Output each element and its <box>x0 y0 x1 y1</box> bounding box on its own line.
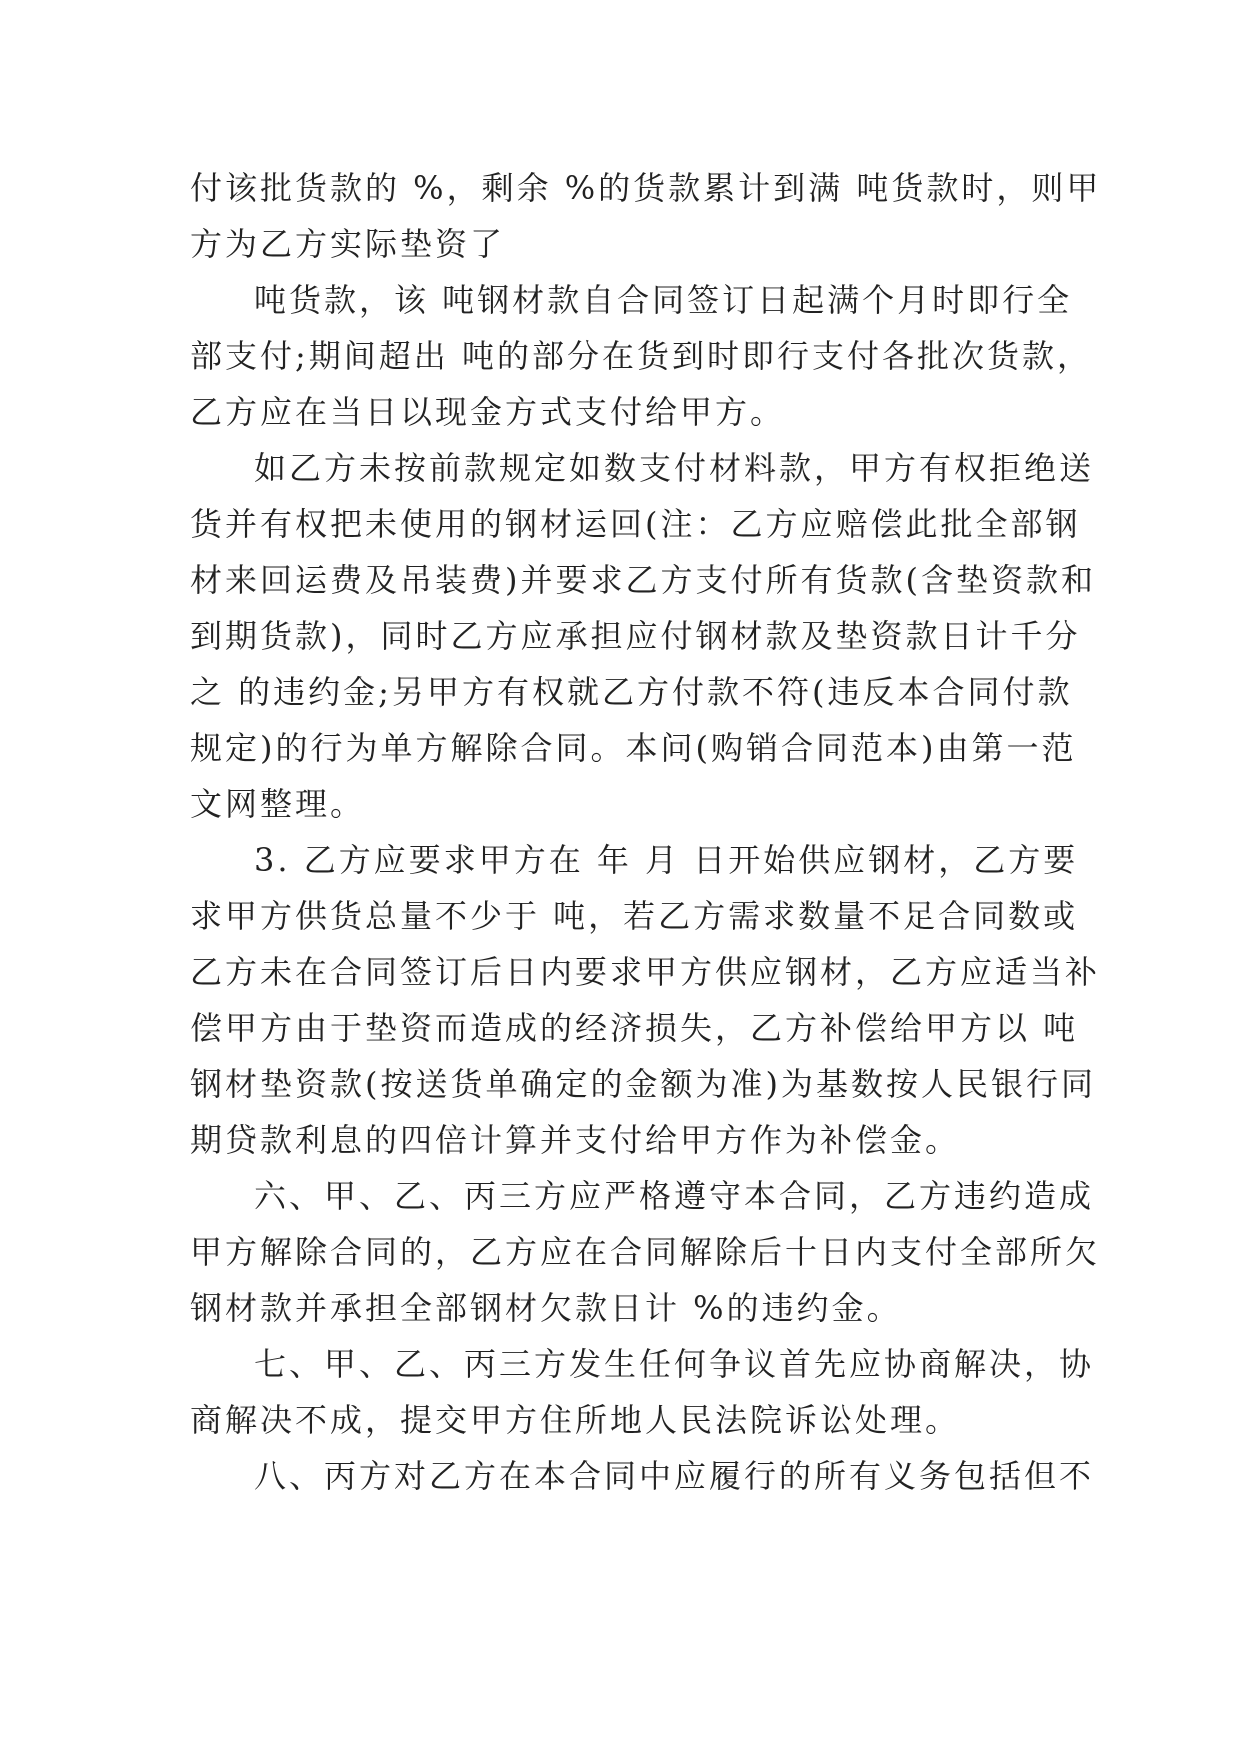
text-line: 六、甲、乙、丙三方应严格遵守本合同，乙方违约造成 <box>254 1177 1095 1215</box>
text-line: 材来回运费及吊装费)并要求乙方支付所有货款(含垫资款和 <box>190 561 1096 599</box>
text-line: 八、丙方对乙方在本合同中应履行的所有义务包括但不 <box>254 1457 1095 1495</box>
text-line: 七、甲、乙、丙三方发生任何争议首先应协商解决，协 <box>254 1345 1095 1383</box>
text-line: 货并有权把未使用的钢材运回(注：乙方应赔偿此批全部钢 <box>190 505 1081 543</box>
text-line: 3. 乙方应要求甲方在 年 月 日开始供应钢材，乙方要 <box>254 841 1079 879</box>
paragraph-advance-payment <box>190 272 1092 440</box>
text-line: 钢材款并承担全部钢材欠款日计 %的违约金。 <box>190 1289 902 1327</box>
text-line: 钢材垫资款(按送货单确定的金额为准)为基数按人民银行同 <box>190 1065 1096 1103</box>
text-line: 期贷款利息的四倍计算并支付给甲方作为补偿金。 <box>190 1121 961 1159</box>
paragraph-clause-8-guarantor <box>190 1448 1095 1504</box>
text-line: 吨货款，该 吨钢材款自合同签订日起满个月时即行全 <box>254 281 1073 319</box>
text-line: 甲方解除合同的，乙方应在合同解除后十日内支付全部所欠 <box>190 1233 1101 1271</box>
text-line: 之 的违约金;另甲方有权就乙方付款不符(违反本合同付款 <box>190 673 1073 711</box>
text-line: 文网整理。 <box>190 785 366 823</box>
text-line: 乙方未在合同签订后日内要求甲方供应钢材，乙方应适当补 <box>190 953 1101 991</box>
text-line: 求甲方供货总量不少于 吨，若乙方需求数量不足合同数或 <box>190 897 1079 935</box>
text-line: 规定)的行为单方解除合同。本问(购销合同范本)由第一范 <box>190 729 1077 767</box>
paragraph-clause-6-breach <box>190 1168 1101 1336</box>
paragraph-clause-3-supply <box>190 832 1101 1168</box>
text-line: 乙方应在当日以现金方式支付给甲方。 <box>190 393 786 431</box>
text-line: 付该批货款的 %，剩余 %的货款累计到满 吨货款时，则甲 <box>190 169 1102 207</box>
text-line: 如乙方未按前款规定如数支付材料款，甲方有权拒绝送 <box>254 449 1095 487</box>
text-line: 方为乙方实际垫资了 <box>190 225 506 263</box>
paragraph-default-payment <box>190 440 1096 832</box>
text-line: 部支付;期间超出 吨的部分在货到时即行支付各批次货款， <box>190 337 1092 375</box>
text-line: 偿甲方由于垫资而造成的经济损失，乙方补偿给甲方以 吨 <box>190 1009 1079 1047</box>
paragraph-payment-terms <box>190 160 1102 272</box>
paragraph-clause-7-dispute <box>190 1336 1095 1448</box>
text-line: 商解决不成，提交甲方住所地人民法院诉讼处理。 <box>190 1401 961 1439</box>
text-line: 到期货款)，同时乙方应承担应付钢材款及垫资款日计千分 <box>190 617 1081 655</box>
contract-text-body <box>190 160 1102 1504</box>
